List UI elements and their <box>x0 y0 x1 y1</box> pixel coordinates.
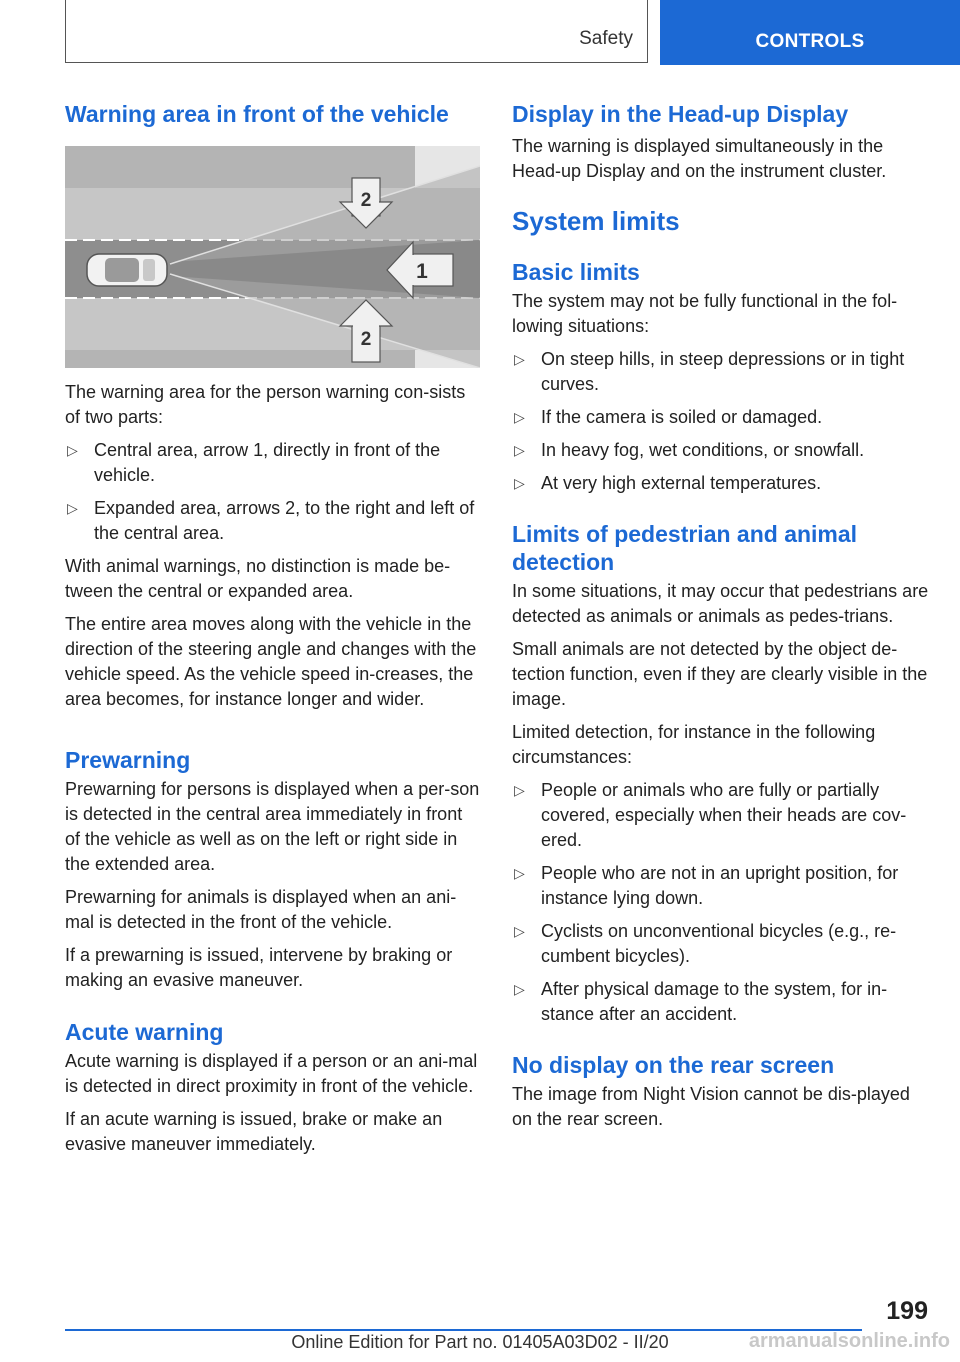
pedestrian-limits-list <box>512 778 932 1027</box>
header-section: Safety <box>579 28 633 49</box>
section-title-system-limits: System limits <box>512 206 680 237</box>
bullet-triangle-icon: ▷ <box>514 408 525 425</box>
list-item: ▷ Expanded area, arrows 2, to the right and left of the central area. <box>67 498 475 544</box>
rear-screen-paragraph: The image from Night Vision cannot be dis-played on the rear screen. <box>512 1083 910 1129</box>
arrow-1-label: 1 <box>416 260 428 284</box>
left-column <box>65 100 480 1157</box>
list-item: ▷ After physical damage to the system, for in-stance after an accident. <box>514 978 888 1024</box>
section-title-basic-limits: Basic limits <box>512 258 640 285</box>
bullet-triangle-icon: ▷ <box>514 980 525 997</box>
area-moves-paragraph: The entire area moves along with the vehicle in the direction of the steering angle and changes with the vehicle speed. As the vehicle speed in-creases, the area becomes, for instance longer and wider. <box>65 614 477 710</box>
warning-area-diagram <box>65 146 480 368</box>
arrow-2-bottom-label: 2 <box>360 329 372 351</box>
warning-area-intro: The warning area for the person warning con-sists of two parts: <box>65 382 466 428</box>
right-column <box>512 100 932 1132</box>
page-header <box>65 0 960 65</box>
bullet-triangle-icon: ▷ <box>514 922 525 939</box>
list-item: ▷ On steep hills, in steep depressions or in tight curves. <box>514 348 905 394</box>
bullet-triangle-icon: ▷ <box>67 442 78 459</box>
list-item: ▷ Central area, arrow 1, directly in front of the vehicle. <box>67 440 441 486</box>
footer-watermark: armanualsonline.info <box>748 1330 950 1352</box>
list-item: ▷ People who are not in an upright position, for instance lying down. <box>514 862 899 908</box>
header-chapter-tab: CONTROLS <box>660 0 960 65</box>
section-title-acute-warning: Acute warning <box>65 1019 224 1046</box>
header-frame <box>65 0 648 63</box>
arrow-2-top-label: 2 <box>360 190 372 212</box>
list-item: ▷ At very high external temperatures. <box>512 471 932 496</box>
list-item: ▷ If the camera is soiled or damaged. <box>512 405 932 430</box>
section-title-hud: Display in the Head-up Display <box>512 101 849 127</box>
prewarning-paragraph-1: Prewarning for persons is displayed when a per-son is detected in the central area immediately in front of the vehicle as well as on the left or right side in the extended area. <box>65 779 480 875</box>
warning-area-figure <box>65 146 480 368</box>
vehicle-icon <box>87 254 167 286</box>
section-title-pedestrian-limits: Limits of pedestrian and animal detection <box>512 520 858 575</box>
bullet-triangle-icon: ▷ <box>514 781 525 798</box>
acute-paragraph-1: Acute warning is displayed if a person or an ani-mal is detected in direct proximity in front of the vehicle. <box>65 1051 478 1097</box>
warning-area-list <box>65 438 480 546</box>
bullet-triangle-icon: ▷ <box>514 350 525 367</box>
prewarning-paragraph-2: Prewarning for animals is displayed when an ani-mal is detected in the front of the vehicle. <box>65 887 457 933</box>
prewarning-paragraph-3: If a prewarning is issued, intervene by braking or making an evasive maneuver. <box>65 945 453 991</box>
pedestrian-paragraph-2: Small animals are not detected by the object de-tection function, even if they are clearly visible in the image. <box>512 638 928 709</box>
list-item: ▷ Cyclists on unconventional bicycles (e.g., re-cumbent bicycles). <box>514 920 897 966</box>
footer-divider <box>65 1329 862 1331</box>
bullet-triangle-icon: ▷ <box>514 864 525 881</box>
list-item: ▷ In heavy fog, wet conditions, or snowfall. <box>512 438 932 463</box>
section-title-prewarning: Prewarning <box>65 747 191 774</box>
footer-edition: Online Edition for Part no. 01405A03D02 - II/20 <box>291 1332 669 1352</box>
pedestrian-paragraph-3: Limited detection, for instance in the following circumstances: <box>512 721 876 767</box>
hud-paragraph: The warning is displayed simultaneously in the Head-up Display and on the instrument cluster. <box>512 136 887 182</box>
basic-limits-list <box>512 347 932 496</box>
list-item: ▷ People or animals who are fully or partially covered, especially when their heads are cov-ered. <box>514 779 907 850</box>
page-number: 199 <box>886 1297 928 1325</box>
animal-paragraph: With animal warnings, no distinction is made be-tween the central or expanded area. <box>65 556 451 602</box>
section-title-rear-screen: No display on the rear screen <box>512 1051 835 1078</box>
pedestrian-paragraph-1: In some situations, it may occur that pedestrians are detected as animals or animals as pedes-trians. <box>512 580 929 626</box>
bullet-triangle-icon: ▷ <box>67 500 78 517</box>
basic-limits-paragraph: The system may not be fully functional in the fol-lowing situations: <box>512 290 898 336</box>
bullet-triangle-icon: ▷ <box>514 441 525 458</box>
section-title-warning-area: Warning area in front of the vehicle <box>65 101 449 127</box>
bullet-triangle-icon: ▷ <box>514 474 525 491</box>
acute-paragraph-2: If an acute warning is issued, brake or make an evasive maneuver immediately. <box>65 1109 443 1155</box>
